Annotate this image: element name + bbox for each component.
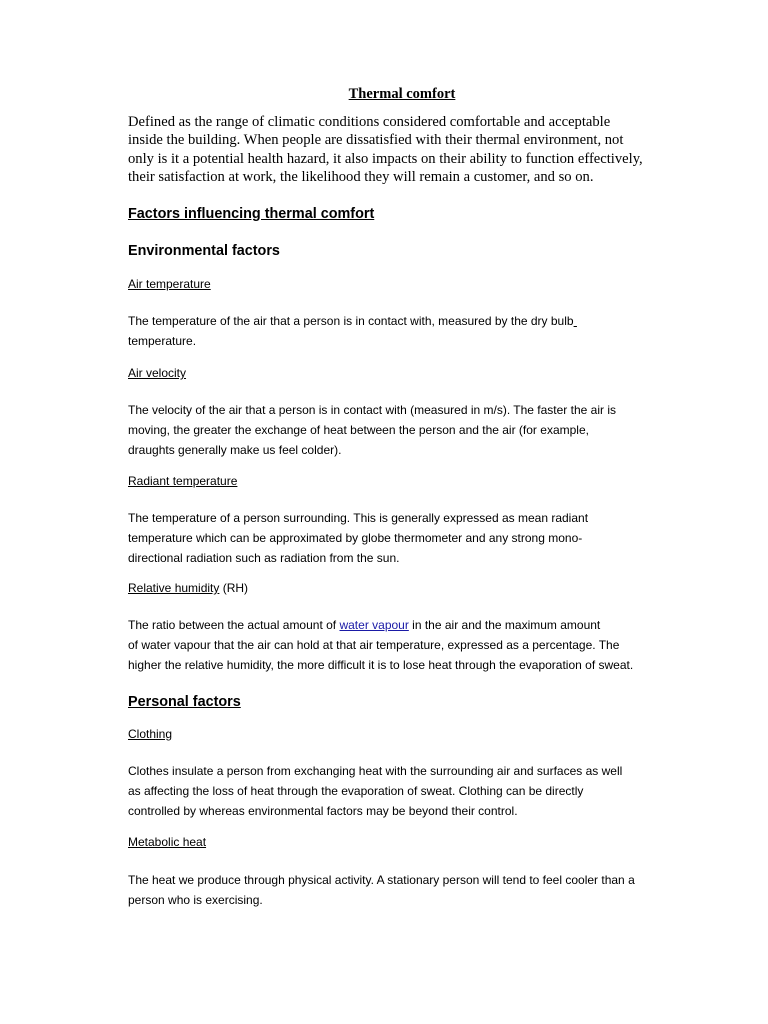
factors-heading: Factors influencing thermal comfort (128, 206, 375, 222)
term-label: Air velocity (128, 366, 187, 380)
radiant-temperature-paragraph (128, 508, 688, 569)
paragraph-line: of water vapour that the air can hold at that air temperature, expressed as a percentage. The (128, 638, 620, 653)
paragraph-line: Clothes insulate a person from exchanging heat with the surrounding air and surfaces as well (128, 764, 623, 778)
intro-line: their satisfaction at work, the likelihood they will remain a customer, and so on. (128, 168, 594, 185)
paragraph-line: person who is exercising. (128, 893, 263, 908)
term-metabolic-heat (128, 835, 206, 849)
paragraph-line: temperature. (128, 334, 197, 349)
air-temperature-paragraph (128, 311, 688, 351)
paragraph-line: as affecting the loss of heat through the evaporation of sweat. Clothing can be directly (128, 784, 584, 799)
paragraph-line: directional radiation such as radiation from the sun. (128, 551, 400, 566)
air-velocity-paragraph (128, 400, 688, 461)
paragraph-line: The velocity of the air that a person is in contact with (measured in m/s). The faster the air is (128, 403, 616, 417)
intro-paragraph (128, 113, 688, 186)
term-label: Air temperature (128, 277, 211, 291)
term-label: Relative humidity (128, 581, 220, 595)
paragraph-line: The temperature of a person surrounding. This is generally expressed as mean radiant (128, 511, 589, 525)
term-suffix: (RH) (219, 581, 249, 595)
term-label: Metabolic heat (128, 835, 207, 849)
term-radiant-temperature (128, 474, 237, 488)
metabolic-heat-paragraph (128, 870, 688, 910)
paragraph-line: controlled by whereas environmental factors may be beyond their control. (128, 804, 518, 819)
intro-line: Defined as the range of climatic conditions considered comfortable and acceptable (128, 114, 611, 130)
water-vapour-link[interactable]: water vapour (339, 618, 409, 632)
term-label: Radiant temperature (128, 474, 238, 488)
paragraph-line: in the air and the maximum amount (408, 618, 601, 632)
page-title: Thermal comfort (348, 86, 456, 102)
term-air-temperature (128, 277, 211, 291)
term-clothing (128, 727, 172, 741)
paragraph-line: The ratio between the actual amount of (128, 618, 340, 632)
relative-humidity-paragraph (128, 615, 688, 676)
term-air-velocity (128, 366, 186, 380)
clothing-paragraph (128, 761, 688, 822)
underline-mark (574, 314, 577, 328)
intro-line: inside the building. When people are dissatisfied with their thermal environment, not (128, 132, 624, 149)
paragraph-line: temperature which can be approximated by globe thermometer and any strong mono- (128, 531, 583, 546)
term-relative-humidity (128, 581, 248, 595)
personal-factors-heading: Personal factors (128, 694, 241, 710)
paragraph-line: The heat we produce through physical activity. A stationary person will tend to feel cooler than a (128, 873, 635, 887)
paragraph-line: The temperature of the air that a person is in contact with, measured by the dry bulb (128, 314, 574, 328)
paragraph-line: higher the relative humidity, the more difficult it is to lose heat through the evaporation of sweat. (128, 658, 634, 673)
environmental-factors-heading: Environmental factors (128, 243, 280, 259)
intro-line: only is it a potential health hazard, it also impacts on their ability to function effectively, (128, 150, 643, 167)
term-label: Clothing (128, 727, 173, 741)
paragraph-line: draughts generally make us feel colder). (128, 443, 342, 458)
paragraph-line: moving, the greater the exchange of heat between the person and the air (for example, (128, 423, 589, 438)
